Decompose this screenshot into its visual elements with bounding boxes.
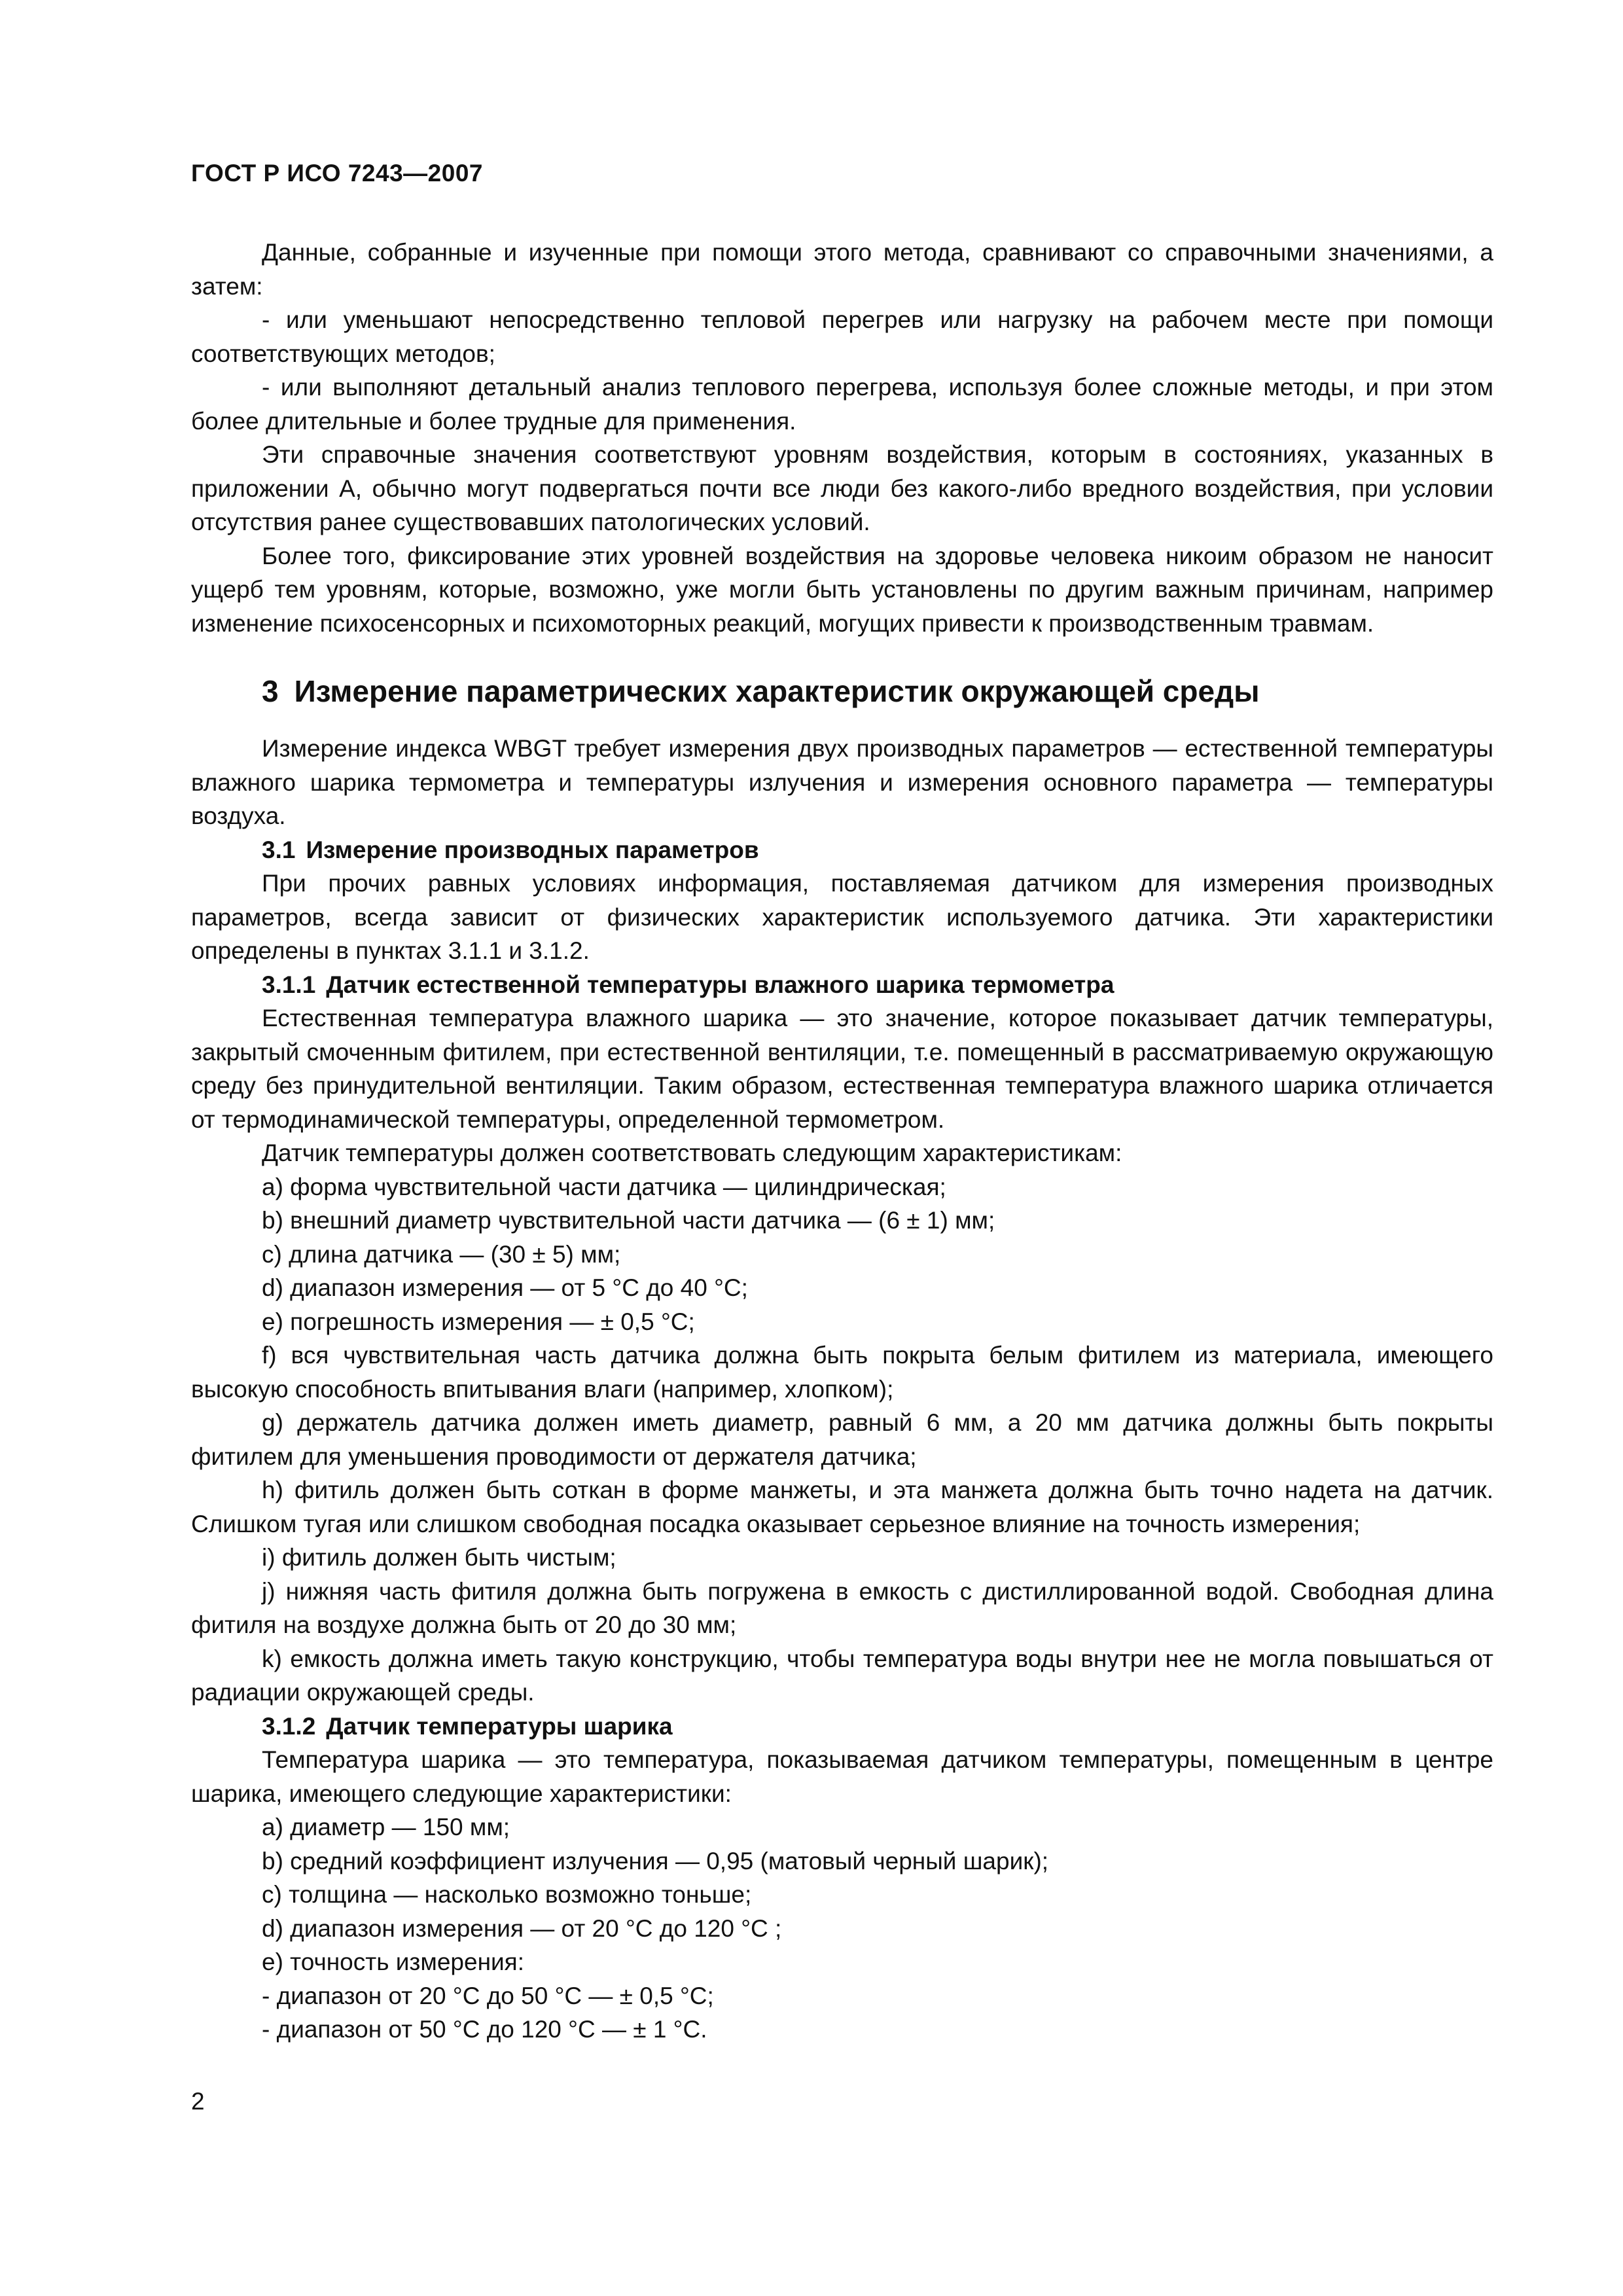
- section-title: Измерение параметрических характеристик окружающей среды: [294, 674, 1260, 708]
- paragraph: Датчик температуры должен соответствовать следующим характеристикам:: [262, 1139, 1122, 1166]
- paragraph: Естественная температура влажного шарика — это значение, которое показывает датчик температуры, закрытый смоченным фитилем, при естественной вентиляции, т.е. помещенный в рассматриваемую окружающую среду без принудительной вентиляции. Таким образом, естественная температура влажного шарика отличается от термодинамической температуры, определенной термометром.: [191, 1005, 1493, 1133]
- list-item: - диапазон от 50 °С до 120 °С — ± 1 °С.: [262, 2016, 707, 2043]
- subsection-title: Измерение производных параметров: [306, 836, 759, 863]
- subsection-title: Датчик естественной температуры влажного шарика термометра: [326, 971, 1115, 998]
- list-item: - диапазон от 20 °С до 50 °С — ± 0,5 °С;: [262, 1982, 714, 2009]
- list-item: е) погрешность измерения — ± 0,5 °С;: [262, 1308, 695, 1335]
- list-item: f) вся чувствительная часть датчика должна быть покрыта белым фитилем из материала, имеющего высокую способность впитывания влаги (например, хлопком);: [191, 1342, 1493, 1403]
- list-item: g) держатель датчика должен иметь диаметр, равный 6 мм, а 20 мм датчика должны быть покрыты фитилем для уменьшения проводимости от держателя датчика;: [191, 1409, 1493, 1470]
- paragraph: - или уменьшают непосредственно тепловой перегрев или нагрузку на рабочем месте при помощи соответствующих методов;: [191, 306, 1493, 367]
- page-content: [191, 236, 1493, 2047]
- list-item: с) толщина — насколько возможно тоньше;: [262, 1881, 752, 1908]
- list-item: d) диапазон измерения — от 20 °С до 120 °С ;: [262, 1914, 782, 1942]
- subsection-title: Датчик температуры шарика: [326, 1712, 673, 1740]
- list-item: b) внешний диаметр чувствительной части датчика — (6 ± 1) мм;: [262, 1207, 995, 1234]
- subsection-number: 3.1.2: [262, 1712, 316, 1740]
- paragraph: Температура шарика — это температура, показываемая датчиком температуры, помещенным в центре шарика, имеющего следующие характеристики:: [191, 1746, 1493, 1807]
- list-item: е) точность измерения:: [262, 1948, 524, 1975]
- document-header: ГОСТ Р ИСО 7243—2007: [191, 160, 483, 187]
- paragraph: Эти справочные значения соответствуют уровням воздействия, которым в состояниях, указанных в приложении А, обычно могут подвергаться почти все люди без какого-либо вредного воздействия, при условии отсутствия ранее существовавших патологических условий.: [191, 441, 1493, 535]
- list-item: j) нижняя часть фитиля должна быть погружена в емкость с дистиллированной водой. Свободная длина фитиля на воздухе должна быть от 20 до 30 мм;: [191, 1577, 1493, 1638]
- list-item: а) диаметр — 150 мм;: [262, 1814, 510, 1840]
- list-item: h) фитиль должен быть соткан в форме манжеты, и эта манжета должна быть точно надета на датчик. Слишком тугая или слишком свободная посадка оказывает серьезное влияние на точность измерения;: [191, 1477, 1493, 1537]
- list-item: d) диапазон измерения — от 5 °С до 40 °С;: [262, 1274, 748, 1301]
- paragraph: - или выполняют детальный анализ теплового перегрева, используя более сложные методы, и при этом более длительные и более трудные для применения.: [191, 374, 1493, 435]
- list-item: b) средний коэффициент излучения — 0,95 (матовый черный шарик);: [262, 1847, 1049, 1874]
- list-item: i) фитиль должен быть чистым;: [262, 1544, 616, 1571]
- subsection-number: 3.1: [262, 836, 296, 863]
- subsection-number: 3.1.1: [262, 971, 316, 998]
- paragraph: Измерение индекса WBGT требует измерения двух производных параметров — естественной температуры влажного шарика термометра и температуры излучения и измерения основного параметра — температуры воздуха.: [191, 735, 1493, 829]
- section-heading: [191, 672, 1493, 711]
- paragraph: При прочих равных условиях информация, поставляемая датчиком для измерения производных параметров, всегда зависит от физических характеристик используемого датчика. Эти характеристики определены в пунктах 3.1.1 и 3.1.2.: [191, 870, 1493, 964]
- paragraph: Более того, фиксирование этих уровней воздействия на здоровье человека никоим образом не наносит ущерб тем уровням, которые, возможно, уже могли быть установлены по другим важным причинам, например изменение психосенсорных и психомоторных реакций, могущих привести к производственным травмам.: [191, 542, 1493, 637]
- page-number: 2: [191, 2088, 205, 2115]
- paragraph: Данные, собранные и изученные при помощи этого метода, сравнивают со справочными значениями, а затем:: [191, 239, 1493, 300]
- section-number: 3: [262, 674, 279, 708]
- list-item: а) форма чувствительной части датчика — цилиндрическая;: [262, 1173, 946, 1200]
- subsection-heading: [191, 1710, 1493, 1744]
- list-item: с) длина датчика — (30 ± 5) мм;: [262, 1240, 621, 1268]
- subsection-heading: [191, 968, 1493, 1002]
- subsection-heading: [191, 833, 1493, 867]
- list-item: k) емкость должна иметь такую конструкцию, чтобы температура воды внутри нее не могла повышаться от радиации окружающей среды.: [191, 1645, 1493, 1706]
